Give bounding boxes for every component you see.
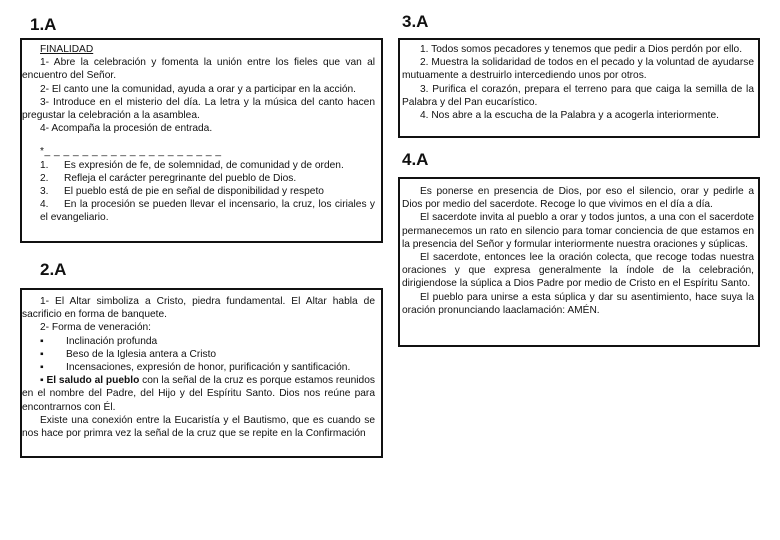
penitencial-item-4: 4. Nos abre a la escucha de la Palabra y a acogerla interiormente. bbox=[420, 110, 720, 122]
heading-2a: 2.A bbox=[40, 260, 67, 279]
saludo-paragraph: ▪ El saludo al pueblo con la señal de la cruz es porque estamos reunidos en el nombre del Padre, del Hijo y del Espíritu Santo. Dios nos reúne para encontrarnos con Él. bbox=[22, 375, 375, 413]
colecta-paragraph-4: El pueblo para unirse a esta súplica y dar su asentimiento, hace suya la oración pronunciando laaclamación: AMÉN. bbox=[402, 291, 754, 316]
conexion-paragraph: Existe una conexión entre la Eucaristía y el Bautismo, que es cuando se nos hace por primra vez la señal de la cruz que se repite en la Confirmación bbox=[22, 414, 375, 440]
bullet-icon: ▪ bbox=[40, 335, 44, 347]
penitencial-item-3: 3. Purifica el corazón, prepara el terreno para que caiga la semilla de la Palabra y del Pan eucarístico. bbox=[402, 83, 754, 108]
list-item: 4. En la procesión se pueden llevar el incensario, la cruz, los ciriales y el evangeliario. bbox=[40, 199, 375, 224]
bullet-item: ▪ Beso de la Iglesia antera a Cristo bbox=[22, 348, 375, 361]
list-item: 2. Refleja el carácter peregrinante del pueblo de Dios. bbox=[40, 172, 297, 184]
finalidad-title: FINALIDAD bbox=[40, 44, 94, 55]
list-item: 3. El pueblo está de pie en señal de disponibilidad y respeto bbox=[40, 186, 324, 198]
finalidad-item-4: 4- Acompaña la procesión de entrada. bbox=[40, 123, 213, 135]
bullet-item: ▪ Incensaciones, expresión de honor, purificación y santificación. bbox=[22, 361, 375, 374]
heading-1a: 1.A bbox=[30, 15, 57, 34]
heading-4a: 4.A bbox=[402, 150, 429, 169]
list-item: 1. Es expresión de fe, de solemnidad, de comunidad y de orden. bbox=[40, 159, 344, 171]
bullet-icon: ▪ bbox=[40, 362, 44, 374]
colecta-paragraph-3: El sacerdote, entonces lee la oración colecta, que recoge todas nuestra oraciones y que expresa generalmente la índole de la celebración, dirigiendose la súplica a Dios Padre por medio de Cristo en el Espíritu Santo. bbox=[402, 252, 754, 290]
penitencial-item-2: 2. Muestra la solidaridad de todos en el pecado y la voluntad de ayudarse mutuamente a destruirlo intercediendo unos por otros. bbox=[402, 57, 754, 82]
heading-3a: 3.A bbox=[402, 12, 429, 31]
box-4a-content bbox=[402, 185, 754, 317]
box-1a-content bbox=[22, 43, 375, 225]
box-2a-content bbox=[22, 295, 375, 440]
colecta-paragraph-1: Es ponerse en presencia de Dios, por eso el silencio, orar y pedirle a Dios por medio del sacerdote. Recoge lo que vivimos en el día a día. bbox=[402, 186, 754, 211]
bullet-icon: ▪ bbox=[40, 375, 47, 387]
finalidad-item-1: 1- Abre la celebración y fomenta la unión entre los fieles que van al encuentro del Señor. bbox=[22, 57, 375, 82]
blank-fill-line: *_ _ _ _ _ _ _ _ _ _ _ _ _ _ _ _ _ _ _ bbox=[40, 146, 222, 158]
finalidad-item-2: 2- El canto une la comunidad, ayuda a orar y a participar en la acción. bbox=[40, 83, 356, 95]
altar-item-2: 2- Forma de veneración: bbox=[40, 322, 151, 334]
bullet-item: ▪ Inclinación profunda bbox=[22, 335, 375, 348]
finalidad-item-3: 3- Introduce en el misterio del día. La letra y la música del canto hacen pregustar la celebración a la asamblea. bbox=[22, 96, 375, 122]
altar-item-1: 1- El Altar simboliza a Cristo, piedra fundamental. El Altar habla de sacrificio en forma de banquete. bbox=[22, 296, 375, 321]
box-3a-content bbox=[402, 43, 754, 122]
colecta-paragraph-2: El sacerdote invita al pueblo a orar y todos juntos, a una con el sacerdote permanecemos un rato en silencio para tomar conciencia de que estamos en la presencia del Señor y formular interiormente nuestra oraciones y súplicas. bbox=[402, 212, 754, 250]
penitencial-item-1: 1. Todos somos pecadores y tenemos que pedir a Dios perdón por ello. bbox=[420, 44, 743, 55]
bullet-icon: ▪ bbox=[40, 348, 44, 360]
